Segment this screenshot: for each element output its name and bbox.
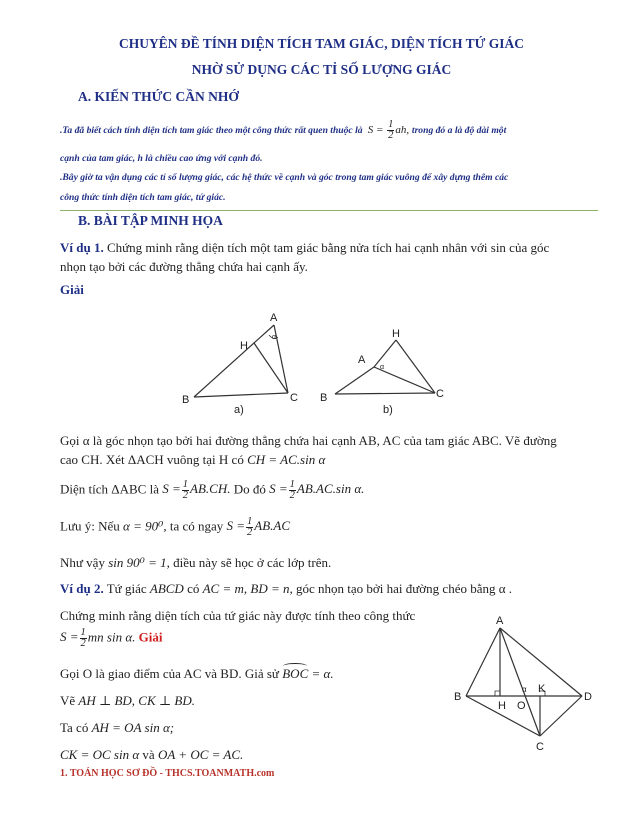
- paragraph-9: Ta có AH = OA sin α;: [60, 720, 175, 735]
- fig-q-label-alpha: α: [522, 685, 527, 694]
- title-line-2: NHỜ SỬ DỤNG CÁC TỈ SỐ LƯỢNG GIÁC: [191, 62, 452, 77]
- fig-a-label-a: A: [270, 312, 278, 324]
- fig-q-label-a: A: [496, 615, 504, 627]
- fig-q-label-o: O: [517, 700, 526, 712]
- figure-b: [320, 328, 444, 416]
- paragraph-6: S = $\frac{1}{2}$ mn sin α. Giải: [60, 627, 163, 649]
- solution-label-1: Giải: [60, 282, 84, 297]
- paragraph-2: Diện tích ΔABC là S = $\frac{1}{2}$ AB.CH. Do đó S = $\frac{1}{2}$ AB.AC.sin α.: [60, 479, 365, 501]
- fig-q-label-b: B: [454, 691, 462, 703]
- fig-a-label-h: H: [240, 340, 248, 352]
- title-line-1: CHUYÊN ĐỀ TÍNH DIỆN TÍCH TAM GIÁC, DIỆN TÍCH TỨ GIÁC: [119, 36, 524, 51]
- paragraph-10: CK = OC sin α và OA + OC = AC.: [60, 747, 244, 762]
- intro-line-1: .Ta đã biết cách tính diện tích tam giác theo một công thức rất quen thuộc là S = $\frac{1}{2}$ ah, trong đó a là độ dài một: [60, 119, 507, 141]
- figure-triangles: [170, 305, 470, 420]
- figure-quadrilateral: [440, 612, 610, 757]
- fig-q-label-c: C: [536, 741, 544, 753]
- intro-line-3: .Bây giờ ta vận dụng các tỉ số lượng giác, các hệ thức về cạnh và góc trong tam giác vuông để xây dựng thêm các: [60, 172, 509, 183]
- fig-a-label-c: C: [290, 392, 298, 404]
- example-2: Ví dụ 2. Tứ giác ABCD có AC = m, BD = n, góc nhọn tạo bởi hai đường chéo bằng α .: [60, 581, 513, 596]
- figure-a: [182, 312, 298, 416]
- footer: 1. TOÁN HỌC SƠ ĐỒ - THCS.TOANMATH.com: [60, 768, 275, 779]
- paragraph-5: Chứng minh rằng diện tích của tứ giác này được tính theo công thức: [60, 608, 416, 623]
- fig-b-label-b: B: [320, 392, 328, 404]
- fig-b-label-a: A: [358, 354, 366, 366]
- paragraph-8: Vẽ AH ⊥ BD, CK ⊥ BD.: [60, 693, 195, 708]
- paragraph-7: Gọi O là giao điểm của AC và BD. Giả sử BOC = α.: [60, 666, 334, 681]
- fig-b-label-c: C: [436, 388, 444, 400]
- intro-line-2: cạnh của tam giác, h là chiều cao ứng với cạnh đó.: [60, 153, 263, 164]
- fig-q-label-h: H: [498, 700, 506, 712]
- fig-b-caption: b): [383, 404, 393, 416]
- fig-a-label-b: B: [182, 394, 190, 406]
- fig-q-label-d: D: [584, 691, 592, 703]
- example-1: Ví dụ 1. Chứng minh rằng diện tích một tam giác bằng nửa tích hai cạnh nhân với sin của góc nhọn tạo bởi các đường thẳng chứa hai cạnh ấy.: [60, 240, 550, 274]
- paragraph-4: Như vậy sin 90⁰ = 1, điều này sẽ học ở các lớp trên.: [60, 555, 332, 570]
- section-a-heading: A. KIẾN THỨC CẦN NHỚ: [78, 89, 239, 104]
- fig-q-label-k: K: [538, 683, 546, 695]
- fig-b-label-h: H: [392, 328, 400, 340]
- intro-line-4: công thức tính diện tích tam giác, tứ giác.: [60, 192, 226, 203]
- section-b-heading: B. BÀI TẬP MINH HỌA: [78, 213, 223, 228]
- paragraph-1: Gọi α là góc nhọn tạo bởi hai đường thẳng chứa hai cạnh AB, AC của tam giác ABC. Vẽ đường cao CH. Xét ΔACH vuông tại H có CH = AC.sin α: [60, 433, 557, 467]
- divider: [60, 210, 598, 211]
- fig-b-label-alpha: α: [380, 364, 385, 371]
- paragraph-3: Lưu ý: Nếu α = 90⁰, ta có ngay S = $\frac{1}{2}$ AB.AC: [60, 516, 291, 538]
- fig-a-caption: a): [234, 404, 244, 416]
- fig-a-label-alpha: α: [272, 334, 277, 341]
